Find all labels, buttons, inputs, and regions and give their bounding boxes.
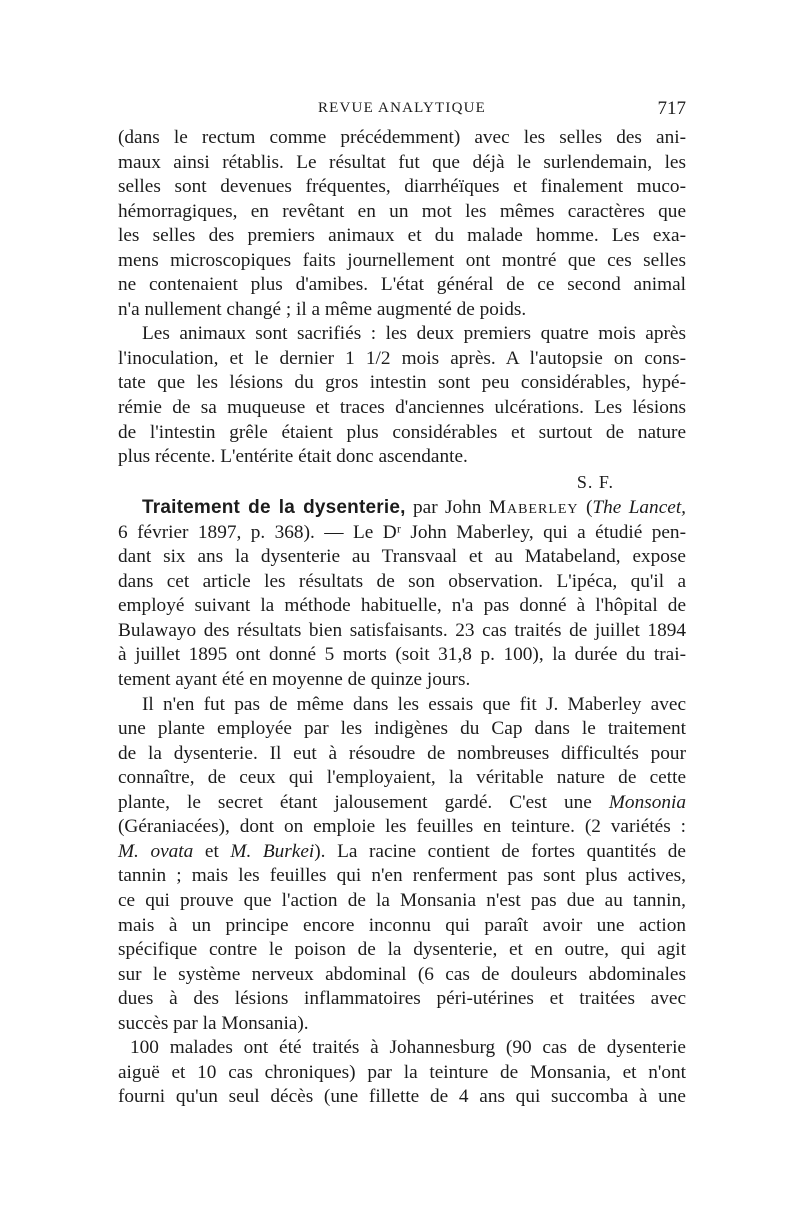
byline-paren: ( bbox=[578, 497, 593, 519]
text-fragment: et bbox=[193, 840, 231, 862]
text-line: ne contenaient plus d'amibes. L'état général de ce second animal bbox=[118, 274, 686, 296]
running-title: REVUE ANALYTIQUE bbox=[317, 100, 487, 116]
text-line: maux ainsi rétablis. Le résultat fut que déjà le surlendemain, les bbox=[118, 151, 686, 173]
text-line: les selles des premiers animaux et du malade homme. Les exa- bbox=[118, 225, 686, 247]
text-line: dant six ans la dysenterie au Transvaal et au Matabeland, expose bbox=[118, 546, 686, 568]
genus-name: Monsonia bbox=[608, 791, 686, 813]
paragraph-johannesburg bbox=[118, 1036, 686, 1110]
text-line: connaître, de ceux qui l'employaient, la véritable nature de cette bbox=[118, 767, 686, 789]
paragraph-autopsy bbox=[118, 322, 686, 469]
paragraph-continuation bbox=[118, 126, 686, 322]
text-line: rémie de sa muqueuse et traces d'anciennes ulcérations. Les lésions bbox=[118, 397, 686, 419]
text-line: Les animaux sont sacrifiés : les deux premiers quatre mois après bbox=[142, 323, 686, 345]
text-line: succès par la Monsania). bbox=[118, 1012, 309, 1034]
text-fragment: plante, le secret étant jalousement gardé. C'est une bbox=[118, 791, 609, 813]
text-line: (dans le rectum comme précédemment) avec les selles des ani- bbox=[118, 127, 686, 148]
text-line: une plante employée par les indigènes du Cap dans le traitement bbox=[118, 718, 686, 740]
article-body bbox=[118, 126, 686, 1110]
text-line bbox=[118, 496, 686, 521]
page-header bbox=[118, 100, 686, 124]
species-name: M. Burkei bbox=[230, 840, 315, 862]
paragraph-article-heading bbox=[118, 496, 686, 692]
text-line: dans cet article les résultats de son observation. L'ipéca, qu'il a bbox=[118, 570, 686, 592]
journal-name: The Lancet, bbox=[592, 497, 686, 519]
text-line: employé suivant la méthode habituelle, n'a pas donné à l'hôpital de bbox=[118, 595, 686, 617]
text-line: selles sont devenues fréquentes, diarrhéïques et finalement muco- bbox=[118, 176, 686, 198]
text-line: mais à un principe encore inconnu qui paraît avoir une action bbox=[118, 914, 686, 936]
text-line: à juillet 1895 ont donné 5 morts (soit 31,8 p. 100), la durée du trai- bbox=[118, 644, 686, 666]
text-line: hémorragiques, en revêtant en un mot les mêmes caractères que bbox=[118, 200, 686, 222]
text-line: aiguë et 10 cas chroniques) par la teinture de Monsania, et n'ont bbox=[118, 1061, 686, 1083]
text-line: 6 février 1897, p. 368). — Le Dʳ John Maberley, qui a étudié pen- bbox=[118, 521, 686, 543]
text-line: plus récente. L'entérite était donc ascendante. bbox=[118, 446, 468, 468]
author-signature: S. F. bbox=[576, 471, 614, 492]
text-line: 100 malades ont été traités à Johannesburg (90 cas de dysenterie bbox=[130, 1037, 686, 1059]
text-line bbox=[118, 791, 686, 816]
text-line: ce qui prouve que l'action de la Monsania n'est pas due au tannin, bbox=[118, 889, 686, 911]
text-line: n'a nullement changé ; il a même augmenté de poids. bbox=[118, 298, 527, 320]
text-line: dues à des lésions inflammatoires péri-utérines et traitées avec bbox=[118, 988, 686, 1010]
text-line: de la dysenterie. Il eut à résoudre de nombreuses difficultés pour bbox=[118, 742, 686, 764]
text-line: sur le système nerveux abdominal (6 cas de douleurs abdominales bbox=[118, 963, 686, 985]
text-line: spécifique contre le poison de la dysenterie, et en outre, qui agit bbox=[118, 939, 686, 961]
byline-text: par John bbox=[405, 497, 489, 519]
species-name: M. ovata bbox=[118, 840, 194, 862]
text-line: Bulawayo des résultats bien satisfaisants. 23 cas traités de juillet 1894 bbox=[118, 619, 686, 641]
text-line: tement ayant été en moyenne de quinze jours. bbox=[118, 669, 471, 691]
text-line: l'inoculation, et le dernier 1 1/2 mois après. A l'autopsie on cons- bbox=[118, 347, 686, 369]
text-line bbox=[118, 840, 686, 865]
text-line: tate que les lésions du gros intestin sont peu considérables, hypé- bbox=[118, 372, 686, 394]
text-fragment: ). La racine contient de fortes quantités de bbox=[314, 840, 686, 862]
author-name: Maberley bbox=[488, 497, 579, 519]
text-line: mens microscopiques faits journellement ont montré que ces selles bbox=[118, 249, 686, 271]
text-line: Il n'en fut pas de même dans les essais que fit J. Maberley avec bbox=[142, 693, 686, 715]
paragraph-monsonia bbox=[118, 693, 686, 1037]
text-line: tannin ; mais les feuilles qui n'en renferment pas sont plus actives, bbox=[118, 865, 686, 887]
text-line: fourni qu'un seul décès (une fillette de 4 ans qui succomba à une bbox=[118, 1086, 686, 1108]
text-line: (Géraniacées), dont on emploie les feuilles en teinture. (2 variétés : bbox=[118, 816, 686, 838]
page-number: 717 bbox=[657, 98, 686, 119]
text-line: de l'intestin grêle étaient plus considérables et surtout de nature bbox=[118, 421, 686, 443]
section-title: Traitement de la dysenterie, bbox=[142, 497, 406, 519]
